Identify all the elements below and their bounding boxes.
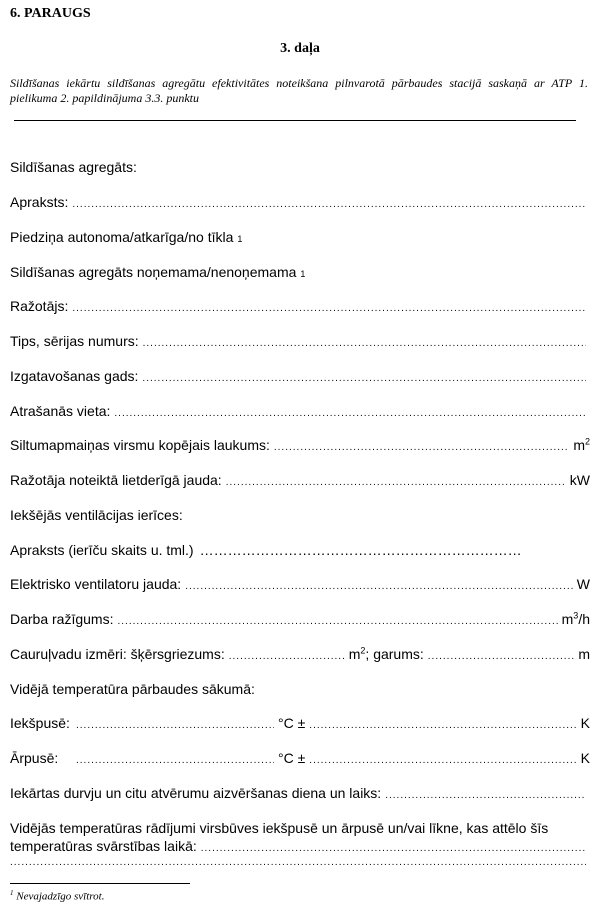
- power-label: Ražotāja noteiktā lietderīgā jauda:: [10, 472, 222, 488]
- drive-row: Piedziņa autonoma/atkarīga/no tīkla 1: [10, 229, 243, 245]
- divider: [14, 120, 576, 121]
- type-serial-label: Tips, sērijas numurs:: [10, 333, 139, 349]
- subtitle: Sildīšanas iekārtu sildīšanas agregātu efektivitātes noteikšana pilnvarotā pārbaudes stacijā saskaņā ar ATP 1. pielikuma 2. papildinājuma 3.3. punktu: [10, 76, 588, 105]
- location-row: [10, 403, 590, 425]
- outside-temp-field[interactable]: [76, 755, 274, 766]
- capacity-field[interactable]: [117, 616, 557, 627]
- outside-tolerance-field[interactable]: [309, 755, 576, 766]
- duct-length-field[interactable]: [428, 651, 575, 662]
- inside-kelvin: K: [580, 715, 590, 731]
- part-title: 3. daļa: [280, 41, 320, 56]
- outside-row: [10, 750, 590, 772]
- internal-vent-row: [10, 507, 590, 529]
- description-row: [10, 194, 590, 216]
- footnote-mark: 1: [10, 889, 14, 897]
- duct-cross-section-field[interactable]: [229, 651, 345, 662]
- capacity-label: Darba ražīgums:: [10, 611, 114, 627]
- description-field[interactable]: [72, 199, 586, 210]
- avg-temp-label: Vidējā temperatūra pārbaudes sākumā:: [10, 681, 255, 697]
- surface-unit: $m^2$: [573, 436, 590, 453]
- removable-row: Sildīšanas agregāts noņemama/nenoņemama 1: [10, 264, 306, 280]
- location-label: Atrašanās vieta:: [10, 403, 111, 419]
- manufacturer-label: Ražotājs:: [10, 298, 69, 314]
- surface-field[interactable]: [274, 442, 569, 453]
- duct-unit-length: m: [578, 646, 590, 662]
- outside-kelvin: K: [580, 750, 590, 766]
- type-serial-field[interactable]: [143, 338, 586, 349]
- outside-label: Ārpusē:: [10, 750, 59, 766]
- vent-description-label: Apraksts (ierīču skaits u. tml.): [10, 542, 194, 558]
- page-heading: 6. PARAUGS: [10, 6, 91, 21]
- heating-unit-label: Sildīšanas agregāts:: [10, 159, 137, 175]
- duct-length-label: ; garums:: [365, 646, 424, 662]
- heating-unit-row: [10, 159, 590, 181]
- fan-power-field[interactable]: [185, 581, 573, 592]
- type-serial-row: [10, 333, 590, 355]
- drive-label: Piedziņa autonoma/atkarīga/no tīkla: [10, 229, 234, 245]
- removable-label: Sildīšanas agregāts noņemama/nenoņemama: [10, 264, 297, 280]
- inside-temp-field[interactable]: [76, 720, 274, 731]
- duct-label: Cauruļvadu izmēri: šķērsgriezums:: [10, 646, 225, 662]
- inside-row: [10, 715, 590, 737]
- manufacturer-row: [10, 298, 590, 320]
- vent-description-row: [10, 542, 590, 564]
- readings-field-2[interactable]: [10, 857, 586, 868]
- description-label: Apraksts:: [10, 194, 69, 210]
- internal-vent-label: Iekšējās ventilācijas ierīces:: [10, 507, 183, 523]
- readings-label-1: Vidējās temperatūras rādījumi virsbūves iekšpusē un ārpusē un/vai līkne, kas attēlo šīs: [10, 820, 549, 836]
- capacity-row: [10, 611, 590, 633]
- surface-label: Siltumapmaiņas virsmu kopējais laukums:: [10, 437, 270, 453]
- footnote-text: Nevajadzīgo svītrot.: [16, 890, 105, 903]
- readings-label-2: temperatūras svārstības laikā:: [10, 838, 197, 854]
- year-row: [10, 368, 590, 390]
- fan-power-unit: W: [576, 576, 590, 592]
- readings-row-3: [10, 857, 590, 879]
- avg-temp-row: [10, 681, 590, 703]
- readings-field-1[interactable]: [201, 843, 586, 854]
- duct-unit-area: $m^2$: [348, 645, 366, 662]
- vent-description-field[interactable]: ……………………………………………………………: [199, 542, 522, 558]
- closing-field[interactable]: [385, 790, 586, 801]
- footnote-divider: [10, 883, 190, 884]
- capacity-unit: $m^3/h$: [561, 610, 590, 627]
- closing-label: Iekārtas durvju un citu atvērumu aizvēršanas diena un laiks:: [10, 785, 382, 801]
- power-field[interactable]: [226, 477, 566, 488]
- inside-tolerance-field[interactable]: [309, 720, 576, 731]
- inside-label: Iekšpusē:: [10, 715, 70, 731]
- power-unit: kW: [569, 472, 590, 488]
- power-row: [10, 472, 590, 494]
- location-field[interactable]: [114, 408, 586, 419]
- outside-celsius: °C ±: [278, 750, 306, 766]
- manufacturer-field[interactable]: [72, 303, 586, 314]
- closing-row: [10, 785, 590, 807]
- fan-power-row: [10, 576, 590, 598]
- surface-row: [10, 437, 590, 459]
- year-label: Izgatavošanas gads:: [10, 368, 139, 384]
- year-field[interactable]: [142, 373, 586, 384]
- footnote: [10, 889, 104, 903]
- duct-row: [10, 646, 590, 668]
- inside-celsius: °C ±: [278, 715, 306, 731]
- fan-power-label: Elektrisko ventilatoru jauda:: [10, 576, 182, 592]
